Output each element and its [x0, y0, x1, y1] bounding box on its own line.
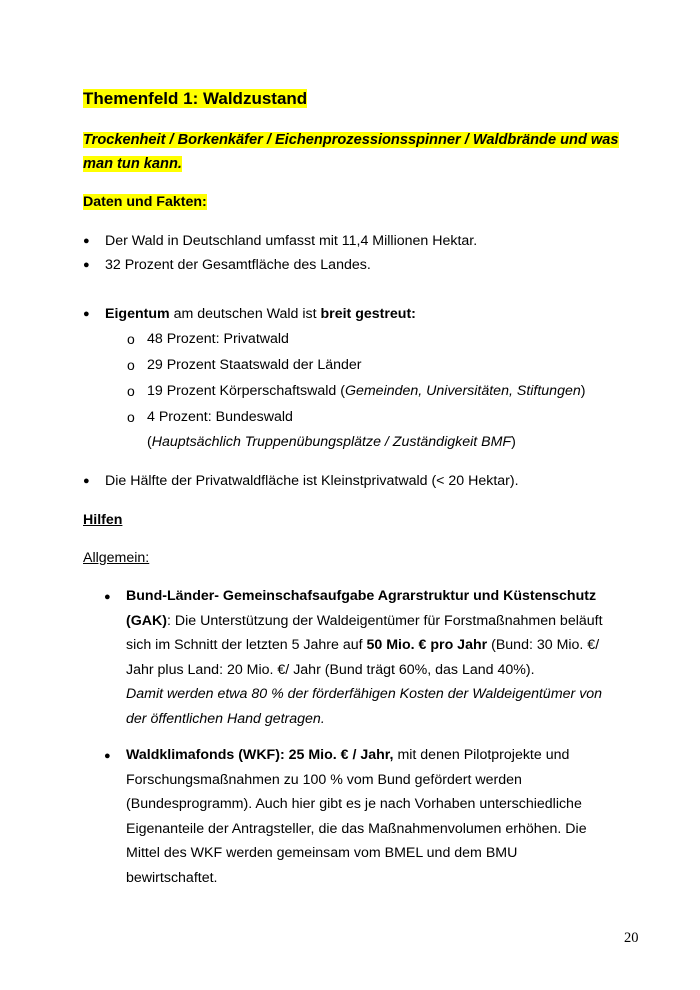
facts-heading: Daten und Fakten:	[83, 194, 207, 210]
ownership-item: 19 Prozent Körperschaftswald (Gemeinden, Universitäten, Stiftungen)	[147, 383, 586, 399]
page-title: Themenfeld 1: Waldzustand	[83, 89, 308, 108]
bullet-icon: ●	[83, 475, 90, 487]
sub-bullet-icon: o	[127, 331, 135, 347]
subtitle: Trockenheit / Borkenkäfer / Eichenprozessionsspinner / Waldbrände und was man tun kann.	[83, 132, 619, 172]
ownership-item: 48 Prozent: Privatwald	[147, 331, 289, 347]
bullet-icon: ●	[104, 750, 111, 762]
wkf-paragraph: Waldklimafonds (WKF): 25 Mio. € / Jahr, mit denen Pilotprojekte und Forschungsmaßnahmen zu 100 % vom Bund gefördert werden (Bundesprogramm). Auch hier gibt es je nach Vorhaben unterschiedliche Eigenanteile der Antragsteller, die das Maßnahmenvolumen erhöhen. Die Mittel des WKF werden gemeinsam vom BMEL und dem BMU bewirtschaftet.	[126, 747, 587, 886]
general-heading: Allgemein:	[83, 550, 150, 566]
help-heading: Hilfen	[83, 512, 123, 528]
sub-bullet-icon: o	[127, 357, 135, 373]
fact-item: Der Wald in Deutschland umfasst mit 11,4 Millionen Hektar.	[105, 233, 478, 249]
ownership-item: 29 Prozent Staatswald der Länder	[147, 357, 362, 373]
ownership-lead: Eigentum am deutschen Wald ist breit gestreut:	[105, 306, 416, 322]
ownership-item: 4 Prozent: Bundeswald	[147, 409, 293, 425]
ownership-note: (Hauptsächlich Truppenübungsplätze / Zuständigkeit BMF)	[147, 434, 516, 450]
gak-paragraph: Bund-Länder- Gemeinschafsaufgabe Agrarstruktur und Küstenschutz (GAK): Die Unterstützung der Waldeigentümer für Forstmaßnahmen beläuft sich im Schnitt der letzten 5 Jahre auf 50 Mio. € pro Jahr (Bund: 30 Mio. €/ Jahr plus Land: 20 Mio. €/ Jahr (Bund trägt 60%, das Land 40%). Damit werden etwa 80 % der förderfähigen Kosten der Waldeigentümer von der öffentlichen Hand getragen.	[126, 588, 603, 727]
sub-bullet-icon: o	[127, 383, 135, 399]
small-forest-item: Die Hälfte der Privatwaldfläche ist Kleinstprivatwald (< 20 Hektar).	[105, 473, 519, 489]
fact-item: 32 Prozent der Gesamtfläche des Landes.	[105, 257, 371, 273]
bullet-icon: ●	[104, 591, 111, 603]
sub-bullet-icon: o	[127, 409, 135, 425]
bullet-icon: ●	[83, 235, 90, 247]
bullet-icon: ●	[83, 308, 90, 320]
bullet-icon: ●	[83, 259, 90, 271]
page-number: 20	[624, 930, 639, 946]
